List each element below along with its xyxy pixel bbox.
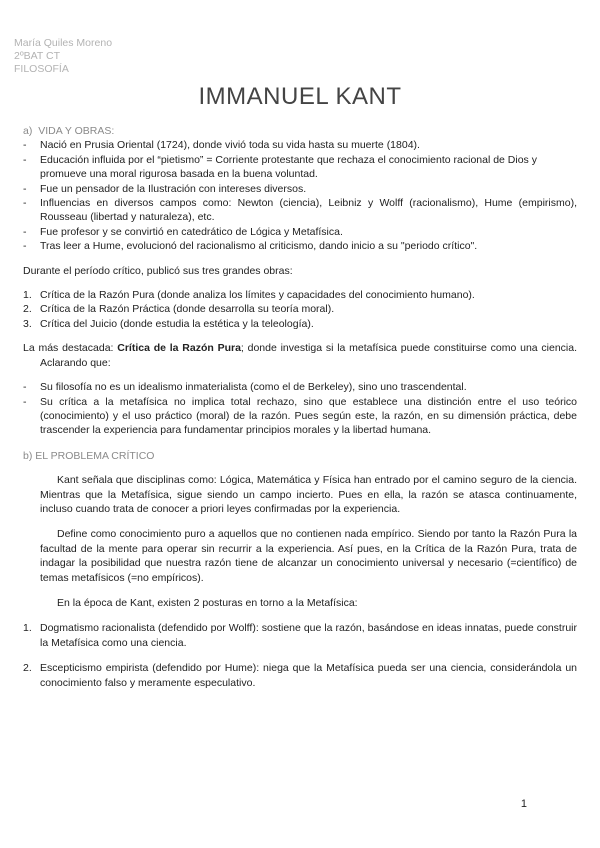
works-intro: Durante el período crítico, publicó sus tres grandes obras: bbox=[23, 264, 293, 277]
paragraph: Define como conocimiento puro a aquellos que no contienen nada empírico. Siendo por tanto la Razón Pura la facultad de la mente para operar sin recurrir a la experiencia. Así pues, en la Crítica de la Razón Pura, trata de indagar la posibilidad que nuestra razón tiene de alcanzar un conocimiento universal y necesario (=científico) de temas metafísicos (=no empíricos). bbox=[40, 528, 577, 584]
list-item: - Nació en Prusia Oriental (1724), donde vivió toda su vida hasta su muerte (1804). bbox=[23, 139, 420, 152]
paragraph: En la época de Kant, existen 2 posturas en torno a la Metafísica: bbox=[57, 596, 358, 609]
list-item: 1. Crítica de la Razón Pura (donde analiza los límites y capacidades del conocimiento humano). bbox=[23, 289, 475, 302]
document-body bbox=[23, 124, 577, 690]
section-a-title: VIDA Y OBRAS: bbox=[38, 125, 115, 137]
postures-list bbox=[23, 621, 577, 690]
author-name: María Quiles Moreno bbox=[14, 37, 113, 49]
list-item: - Educación influida por el “pietismo” = Corriente protestante que rechaza el conocimiento racional de Dios y promueve una moral rigurosa basada en la buena voluntad. bbox=[23, 153, 537, 181]
list-item: - Tras leer a Hume, evolucionó del racionalismo al criticismo, dando inicio a su "periodo crítico". bbox=[23, 240, 478, 253]
list-item: - Influencias en diversos campos como: Newton (ciencia), Leibniz y Wolff (racionalismo), Hume (empirismo), Rousseau (libertad y naturaleza), etc. bbox=[23, 197, 577, 224]
list-item: 2. Escepticismo empirista (defendido por Hume): niega que la Metafísica pueda ser una ciencia, considerándola un conocimiento falso y meramente especulativo. bbox=[23, 662, 577, 689]
section-a-heading bbox=[23, 124, 577, 138]
list-item: - Fue un pensador de la Ilustración con intereses diversos. bbox=[23, 182, 307, 195]
list-item: 1. Dogmatismo racionalista (defendido por Wolff): sostiene que la razón, basándose en ideas innatas, puede construir la Metafísica como una ciencia. bbox=[23, 622, 577, 649]
highlight-paragraph: La más destacada: Crítica de la Razón Pura; donde investiga si la metafísica puede constituirse como una ciencia. Aclarando que: bbox=[23, 342, 578, 369]
list-item: - Fue profesor y se convirtió en catedrático de Lógica y Metafísica. bbox=[23, 225, 343, 238]
document-header bbox=[14, 37, 112, 76]
list-item: - Su crítica a la metafísica no implica total rechazo, sino que establece una distinción entre el uso teórico (conocimiento) y el uso práctico (moral) de la razón. Pues según este, la razón, en su dimensión práctica, debe trascender la experiencia para fundamentar principios morales y la libertad humana. bbox=[23, 395, 577, 437]
course-label: 2ºBAT CT bbox=[14, 50, 61, 62]
section-b-heading: b) EL PROBLEMA CRÍTICO bbox=[23, 449, 155, 462]
bio-list bbox=[23, 138, 577, 253]
subject-label: FILOSOFÍA bbox=[14, 63, 69, 75]
paragraph: Kant señala que disciplinas como: Lógica, Matemática y Física han entrado por el camino seguro de la ciencia. Mientras que la Metafísica, sigue siendo un campo incierto. Pues en ella, la razón se atasca continuamente, incluso cuando trata de conocer a priori leyes confirmadas por la experiencia. bbox=[40, 474, 577, 515]
page-title: IMMANUEL KANT bbox=[198, 83, 402, 110]
clarification-list bbox=[23, 380, 577, 438]
works-list bbox=[23, 288, 577, 331]
list-item: 3. Crítica del Juicio (donde estudia la estética y la teleología). bbox=[23, 317, 314, 330]
list-item: - Su filosofía no es un idealismo inmaterialista (como el de Berkeley), sino uno trascendental. bbox=[23, 381, 467, 394]
page-number: 1 bbox=[520, 798, 527, 810]
highlight-work-title: Crítica de la Razón Pura bbox=[117, 342, 241, 355]
list-item: 2. Crítica de la Razón Práctica (donde desarrolla su teoría moral). bbox=[23, 303, 335, 316]
section-a-label: a) bbox=[23, 125, 33, 137]
